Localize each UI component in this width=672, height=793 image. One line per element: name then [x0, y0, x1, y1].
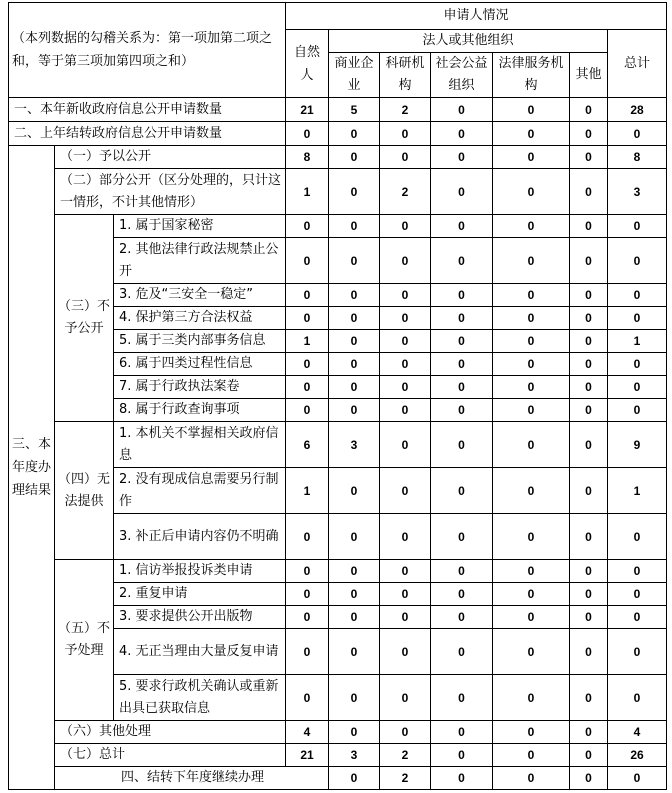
row-label: 2. 其他法律行政法规禁止公开 — [114, 238, 286, 284]
cell: 0 — [286, 629, 329, 675]
cell: 0 — [286, 514, 329, 560]
cell: 0 — [380, 399, 431, 422]
table-row — [9, 422, 667, 468]
cell: 8 — [286, 146, 329, 169]
cell: 2 — [380, 744, 431, 767]
cell: 0 — [493, 215, 570, 238]
cell: 3 — [608, 169, 667, 215]
cell: 0 — [431, 215, 493, 238]
cell: 0 — [608, 307, 667, 330]
cell: 0 — [329, 721, 380, 744]
cell: 6 — [286, 422, 329, 468]
cell: 0 — [493, 721, 570, 744]
cell: 0 — [570, 146, 608, 169]
row-label: 3. 补正后申请内容仍不明确 — [114, 514, 286, 560]
cell: 0 — [380, 307, 431, 330]
cell: 5 — [329, 98, 380, 122]
cell: 0 — [570, 376, 608, 399]
cell: 0 — [286, 675, 329, 721]
cell: 9 — [608, 422, 667, 468]
cell: 0 — [431, 146, 493, 169]
cell: 0 — [431, 238, 493, 284]
cell: 21 — [286, 98, 329, 122]
cell: 0 — [493, 307, 570, 330]
cell: 0 — [608, 399, 667, 422]
cell: 0 — [380, 122, 431, 146]
cell: 0 — [380, 583, 431, 606]
cell: 0 — [380, 629, 431, 675]
cell: 0 — [493, 629, 570, 675]
cell: 0 — [329, 215, 380, 238]
cell: 0 — [431, 376, 493, 399]
cell: 0 — [431, 307, 493, 330]
cell: 0 — [329, 307, 380, 330]
cell: 0 — [380, 675, 431, 721]
cell: 0 — [570, 560, 608, 583]
cell: 0 — [431, 560, 493, 583]
cell: 1 — [608, 330, 667, 353]
table-row — [9, 744, 667, 767]
row-label: 四、结转下年度继续办理 — [55, 767, 329, 790]
cell: 0 — [286, 122, 329, 146]
cell: 0 — [329, 606, 380, 629]
cell: 0 — [493, 422, 570, 468]
cell: 0 — [380, 422, 431, 468]
cell: 0 — [493, 399, 570, 422]
cell: 0 — [380, 215, 431, 238]
cell: 0 — [493, 767, 570, 790]
cell: 0 — [493, 560, 570, 583]
row-label: （二）部分公开（区分处理的，只计这一情形，不计其他情形） — [55, 169, 286, 215]
cell: 0 — [286, 307, 329, 330]
cell: 0 — [380, 606, 431, 629]
cell: 0 — [570, 629, 608, 675]
cell: 0 — [493, 146, 570, 169]
cell: 0 — [431, 353, 493, 376]
cell: 0 — [431, 468, 493, 514]
cell: 0 — [431, 744, 493, 767]
header-total: 总计 — [608, 30, 667, 98]
cell: 0 — [493, 353, 570, 376]
header-applicant-situation: 申请人情况 — [286, 3, 667, 30]
cell: 0 — [286, 560, 329, 583]
cell: 0 — [570, 399, 608, 422]
cell: 0 — [608, 583, 667, 606]
cell: 0 — [493, 583, 570, 606]
cell: 28 — [608, 98, 667, 122]
row-label: 二、上年结转政府信息公开申请数量 — [9, 122, 286, 146]
cell: 0 — [431, 629, 493, 675]
row-label: 8. 属于行政查询事项 — [114, 399, 286, 422]
cell: 2 — [380, 98, 431, 122]
cell: 0 — [431, 122, 493, 146]
cell: 0 — [286, 238, 329, 284]
cell: 0 — [329, 399, 380, 422]
cell: 1 — [286, 468, 329, 514]
cell: 8 — [608, 146, 667, 169]
cell: 0 — [431, 583, 493, 606]
cell: 26 — [608, 744, 667, 767]
cell: 3 — [329, 744, 380, 767]
cell: 0 — [608, 675, 667, 721]
cell: 0 — [570, 744, 608, 767]
cell: 0 — [570, 238, 608, 284]
header-social: 社会公益组织 — [431, 53, 493, 98]
table-row — [9, 721, 667, 744]
cell: 0 — [431, 767, 493, 790]
row-label: 4. 无正当理由大量反复申请 — [114, 629, 286, 675]
row-label: （一）予以公开 — [55, 146, 286, 169]
cell: 0 — [329, 353, 380, 376]
cell: 0 — [608, 215, 667, 238]
cell: 0 — [570, 468, 608, 514]
table-row — [9, 146, 667, 169]
row-label: 7. 属于行政执法案卷 — [114, 376, 286, 399]
row-label: 3. 危及“三安全一稳定” — [114, 284, 286, 307]
header-legal-entity: 法人或其他组织 — [329, 30, 608, 53]
cell: 0 — [570, 284, 608, 307]
cell: 0 — [380, 376, 431, 399]
header-natural-person: 自然人 — [286, 30, 329, 98]
unable-label: （四）无法提供 — [55, 422, 114, 560]
cell: 0 — [329, 560, 380, 583]
cell: 0 — [286, 583, 329, 606]
cell: 0 — [493, 376, 570, 399]
cell: 2 — [380, 767, 431, 790]
cell: 1 — [286, 330, 329, 353]
cell: 0 — [570, 422, 608, 468]
row-label: （六）其他处理 — [55, 721, 286, 744]
cell: 0 — [329, 767, 380, 790]
cell: 0 — [493, 468, 570, 514]
cell: 0 — [431, 399, 493, 422]
cell: 1 — [286, 169, 329, 215]
cell: 0 — [608, 122, 667, 146]
cell: 0 — [493, 675, 570, 721]
cell: 0 — [329, 376, 380, 399]
cell: 0 — [570, 606, 608, 629]
cell: 0 — [329, 122, 380, 146]
cell: 0 — [431, 330, 493, 353]
cell: 0 — [493, 169, 570, 215]
cell: 0 — [570, 583, 608, 606]
cell: 0 — [286, 606, 329, 629]
cell: 0 — [570, 122, 608, 146]
row-label: 2. 没有现成信息需要另行制作 — [114, 468, 286, 514]
table-row — [9, 122, 667, 146]
row-label: 1. 信访举报投诉类申请 — [114, 560, 286, 583]
cell: 0 — [431, 98, 493, 122]
cell: 0 — [493, 238, 570, 284]
cell: 0 — [493, 744, 570, 767]
cell: 4 — [286, 721, 329, 744]
cell: 0 — [431, 169, 493, 215]
table-row — [9, 560, 667, 583]
cell: 0 — [431, 422, 493, 468]
header-research: 科研机构 — [380, 53, 431, 98]
cell: 2 — [380, 169, 431, 215]
cell: 0 — [286, 376, 329, 399]
cell: 0 — [380, 284, 431, 307]
cell: 0 — [608, 606, 667, 629]
cell: 0 — [286, 399, 329, 422]
row-label: 5. 要求行政机关确认或重新出具已获取信息 — [114, 675, 286, 721]
cell: 0 — [493, 122, 570, 146]
row-label: 5. 属于三类内部事务信息 — [114, 330, 286, 353]
cell: 0 — [608, 353, 667, 376]
cell: 0 — [493, 514, 570, 560]
row-label: 一、本年新收政府信息公开申请数量 — [9, 98, 286, 122]
cell: 0 — [329, 514, 380, 560]
cell: 0 — [329, 629, 380, 675]
cell: 0 — [329, 675, 380, 721]
cell: 0 — [380, 721, 431, 744]
cell: 0 — [431, 675, 493, 721]
cell: 0 — [570, 98, 608, 122]
cell: 21 — [286, 744, 329, 767]
cell: 0 — [329, 238, 380, 284]
cell: 0 — [570, 675, 608, 721]
table-row — [9, 98, 667, 122]
cell: 0 — [570, 514, 608, 560]
cell: 0 — [608, 284, 667, 307]
cell: 0 — [431, 284, 493, 307]
header-note: （本列数据的勾稽关系为：第一项加第二项之和，等于第三项加第四项之和） — [9, 3, 286, 98]
table-row — [9, 169, 667, 215]
cell: 0 — [608, 238, 667, 284]
cell: 0 — [380, 146, 431, 169]
row-label: （七）总计 — [55, 744, 286, 767]
cell: 0 — [286, 284, 329, 307]
cell: 0 — [380, 330, 431, 353]
header-legal-service: 法律服务机构 — [493, 53, 570, 98]
cell: 1 — [608, 468, 667, 514]
cell: 0 — [286, 215, 329, 238]
row-label: 4. 保护第三方合法权益 — [114, 307, 286, 330]
cell: 0 — [380, 468, 431, 514]
cell: 0 — [570, 330, 608, 353]
not-process-label: （五）不予处理 — [55, 560, 114, 721]
row-label: 6. 属于四类过程性信息 — [114, 353, 286, 376]
cell: 0 — [380, 560, 431, 583]
cell: 0 — [380, 353, 431, 376]
cell: 0 — [570, 169, 608, 215]
cell: 0 — [329, 146, 380, 169]
cell: 0 — [380, 238, 431, 284]
cell: 4 — [608, 721, 667, 744]
header-other: 其他 — [570, 53, 608, 98]
cell: 0 — [493, 606, 570, 629]
row-label: 1. 本机关不掌握相关政府信息 — [114, 422, 286, 468]
cell: 0 — [608, 560, 667, 583]
disclosure-table — [8, 2, 667, 790]
cell: 0 — [493, 330, 570, 353]
row-label: 1. 属于国家秘密 — [114, 215, 286, 238]
cell: 0 — [329, 468, 380, 514]
cell: 0 — [431, 606, 493, 629]
cell: 0 — [286, 353, 329, 376]
cell: 0 — [608, 376, 667, 399]
table-row — [9, 767, 667, 790]
cell: 0 — [380, 514, 431, 560]
cell: 0 — [329, 169, 380, 215]
cell: 0 — [570, 721, 608, 744]
cell: 0 — [493, 284, 570, 307]
cell: 0 — [608, 514, 667, 560]
cell: 0 — [570, 353, 608, 376]
cell: 0 — [431, 721, 493, 744]
cell: 0 — [493, 98, 570, 122]
cell: 0 — [329, 583, 380, 606]
cell: 0 — [431, 514, 493, 560]
row-label: 3. 要求提供公开出版物 — [114, 606, 286, 629]
cell: 0 — [570, 215, 608, 238]
cell: 3 — [329, 422, 380, 468]
cell: 0 — [570, 307, 608, 330]
not-public-label: （三）不予公开 — [55, 215, 114, 422]
section-3-label: 三、本年度办理结果 — [9, 146, 55, 790]
cell: 0 — [608, 629, 667, 675]
row-label: 2. 重复申请 — [114, 583, 286, 606]
cell: 0 — [329, 284, 380, 307]
header-commercial: 商业企业 — [329, 53, 380, 98]
table-row — [9, 215, 667, 238]
cell: 0 — [570, 767, 608, 790]
cell: 0 — [329, 330, 380, 353]
cell: 0 — [608, 767, 667, 790]
